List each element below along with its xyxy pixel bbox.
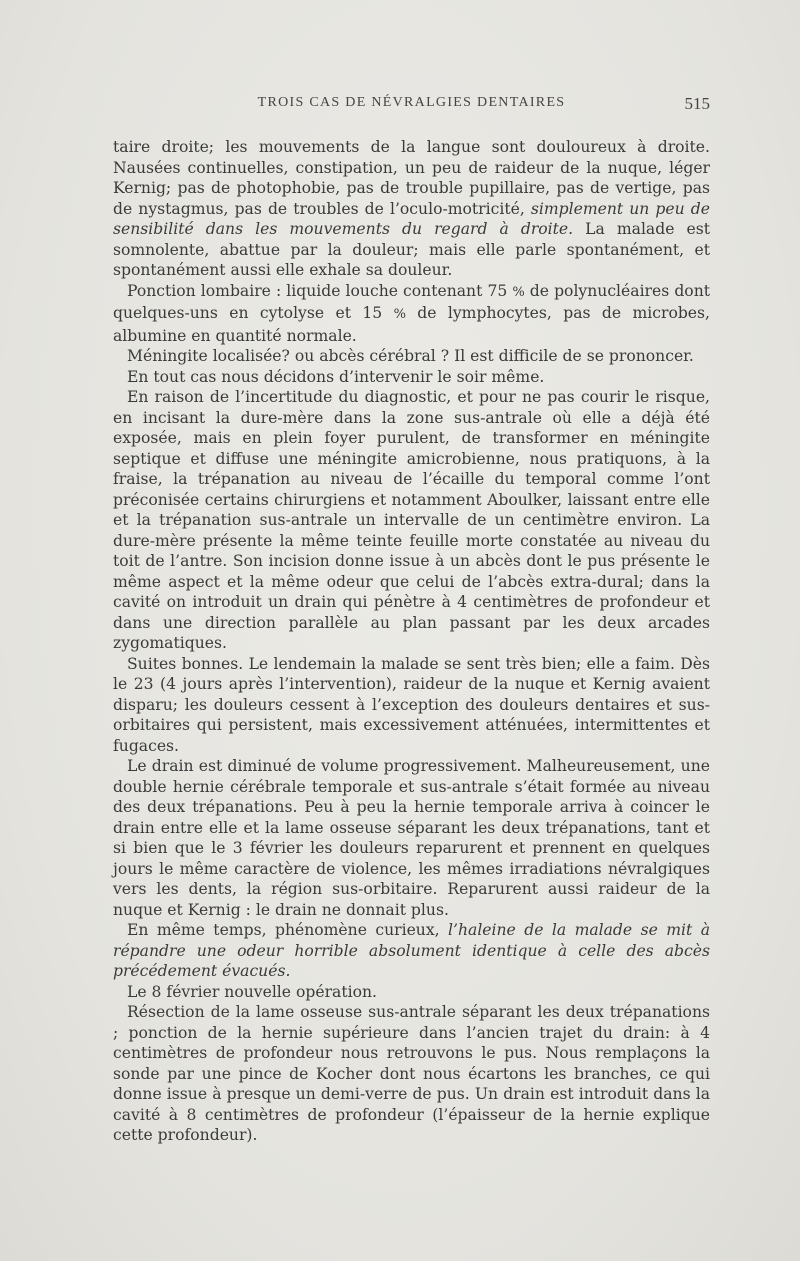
paragraph-8 [113, 920, 710, 982]
paragraph-10: Résection de la lame osseuse sus-antrale séparant les deux trépanations ; ponction de la hernie supérieure dans l’ancien trajet du drain: à 4 centimètres de profondeur nous retrouvons le pus. Nous remplaçons la sonde par une pince de Kocher dont nous écartons les branches, ce qui donne issue à presque un demi-verre de pus. Un drain est introduit dans la cavité à 8 centimètres de profondeur (l’épaisseur de la hernie explique cette profondeur). [113, 1003, 710, 1144]
paragraph-6: Suites bonnes. Le lendemain la malade se sent très bien; elle a faim. Dès le 23 (4 jours après l’intervention), raideur de la nuque et Kernig avaient disparu; les douleurs cessent à l’exception des douleurs dentaires et sus-orbitaires qui persistent, mais excessivement atténuées, intermittentes et fugaces. [113, 654, 710, 755]
paragraph-2-text-c: de lymphocytes, pas de microbes, albumine en quantité normale. [113, 304, 710, 345]
paragraph-5: En raison de l’incertitude du diagnostic, et pour ne pas courir le risque, en incisant la dure-mère dans la zone sus-antrale où elle a déjà été exposée, mais en plein foyer purulent, de transformer en méningite septique et diffuse une méningite amicrobienne, nous pratiquons, à la fraise, la trépanation au niveau de l’écaille du temporal comme l’ont préconisée certains chirurgiens et notamment Aboulker, laissant entre elle et la trépanation sus-antrale un intervalle de un centimètre environ. La dure-mère présente la même teinte feuille morte constatée au niveau du toit de l’antre. Son incision donne issue à un abcès dont le pus présente le même aspect et la même odeur que celui de l’abcès extra-dural; dans la cavité on introduit un drain qui pénètre à 4 centimètres de profondeur et dans une direction parallèle au plan passant par les deux arcades zygomatiques. [113, 388, 710, 652]
paragraph-1-italic: simplement un peu de sensibilité dans les mouvements du regard à droite. [113, 199, 710, 238]
page-header [113, 95, 710, 115]
paragraph-2-text-b: de polynucléaires dont quelques-uns en cytolyse et 15 [113, 281, 710, 322]
percent-sign-2: % [393, 307, 406, 322]
paragraph-1 [113, 137, 710, 281]
paragraph-9: Le 8 février nouvelle opération. [127, 982, 377, 1001]
page-number: 515 [684, 94, 710, 113]
paragraph-8-italic: l’haleine de la malade se mit à répandre une odeur horrible absolument identique à celle des abcès précédement évacués. [113, 921, 710, 980]
body-text [113, 137, 710, 1146]
paragraph-2 [113, 281, 710, 347]
paragraph-7: Le drain est diminué de volume progressivement. Malheureusement, une double hernie cérébrale temporale et sus-antrale s’était formée au niveau des deux trépanations. Peu à peu la hernie temporale arriva à coincer le drain entre elle et la lame osseuse séparant les deux trépanations, tant et si bien que le 3 février les douleurs reparurent et prennent en quelques jours le même caractère de violence, les mêmes irradiations névralgiques vers les dents, la région sus-orbitaire. Reparurent aussi raideur de la nuque et Kernig : le drain ne donnait plus. [113, 757, 710, 919]
paragraph-8-text-a: En même temps, phénomène curieux, [127, 921, 449, 939]
paragraph-2-text-a: Ponction lombaire : liquide louche contenant 75 [127, 281, 513, 300]
paragraph-3: Méningite localisée? ou abcès cérébral ? Il est difficile de se prononcer. [127, 347, 694, 365]
paragraph-1-text-a: taire droite; les mouvements de la langue sont douloureux à droite. Nausées continuelles, constipation, un peu de raideur de la nuque, léger Kernig; pas de photophobie, pas de trouble pupillaire, pas de vertige, pas de nystagmus, pas de troubles de l’oculo-motricité, [113, 138, 710, 218]
paragraph-1-text-c: La malade est somnolente, abattue par la douleur; mais elle parle spontanément, et spontanément aussi elle exhale sa douleur. [113, 220, 710, 279]
percent-sign-1: % [512, 284, 525, 300]
paragraph-4: En tout cas nous décidons d’intervenir le soir même. [127, 367, 545, 386]
running-title: TROIS CAS DE NÉVRALGIES DENTAIRES [257, 95, 566, 110]
